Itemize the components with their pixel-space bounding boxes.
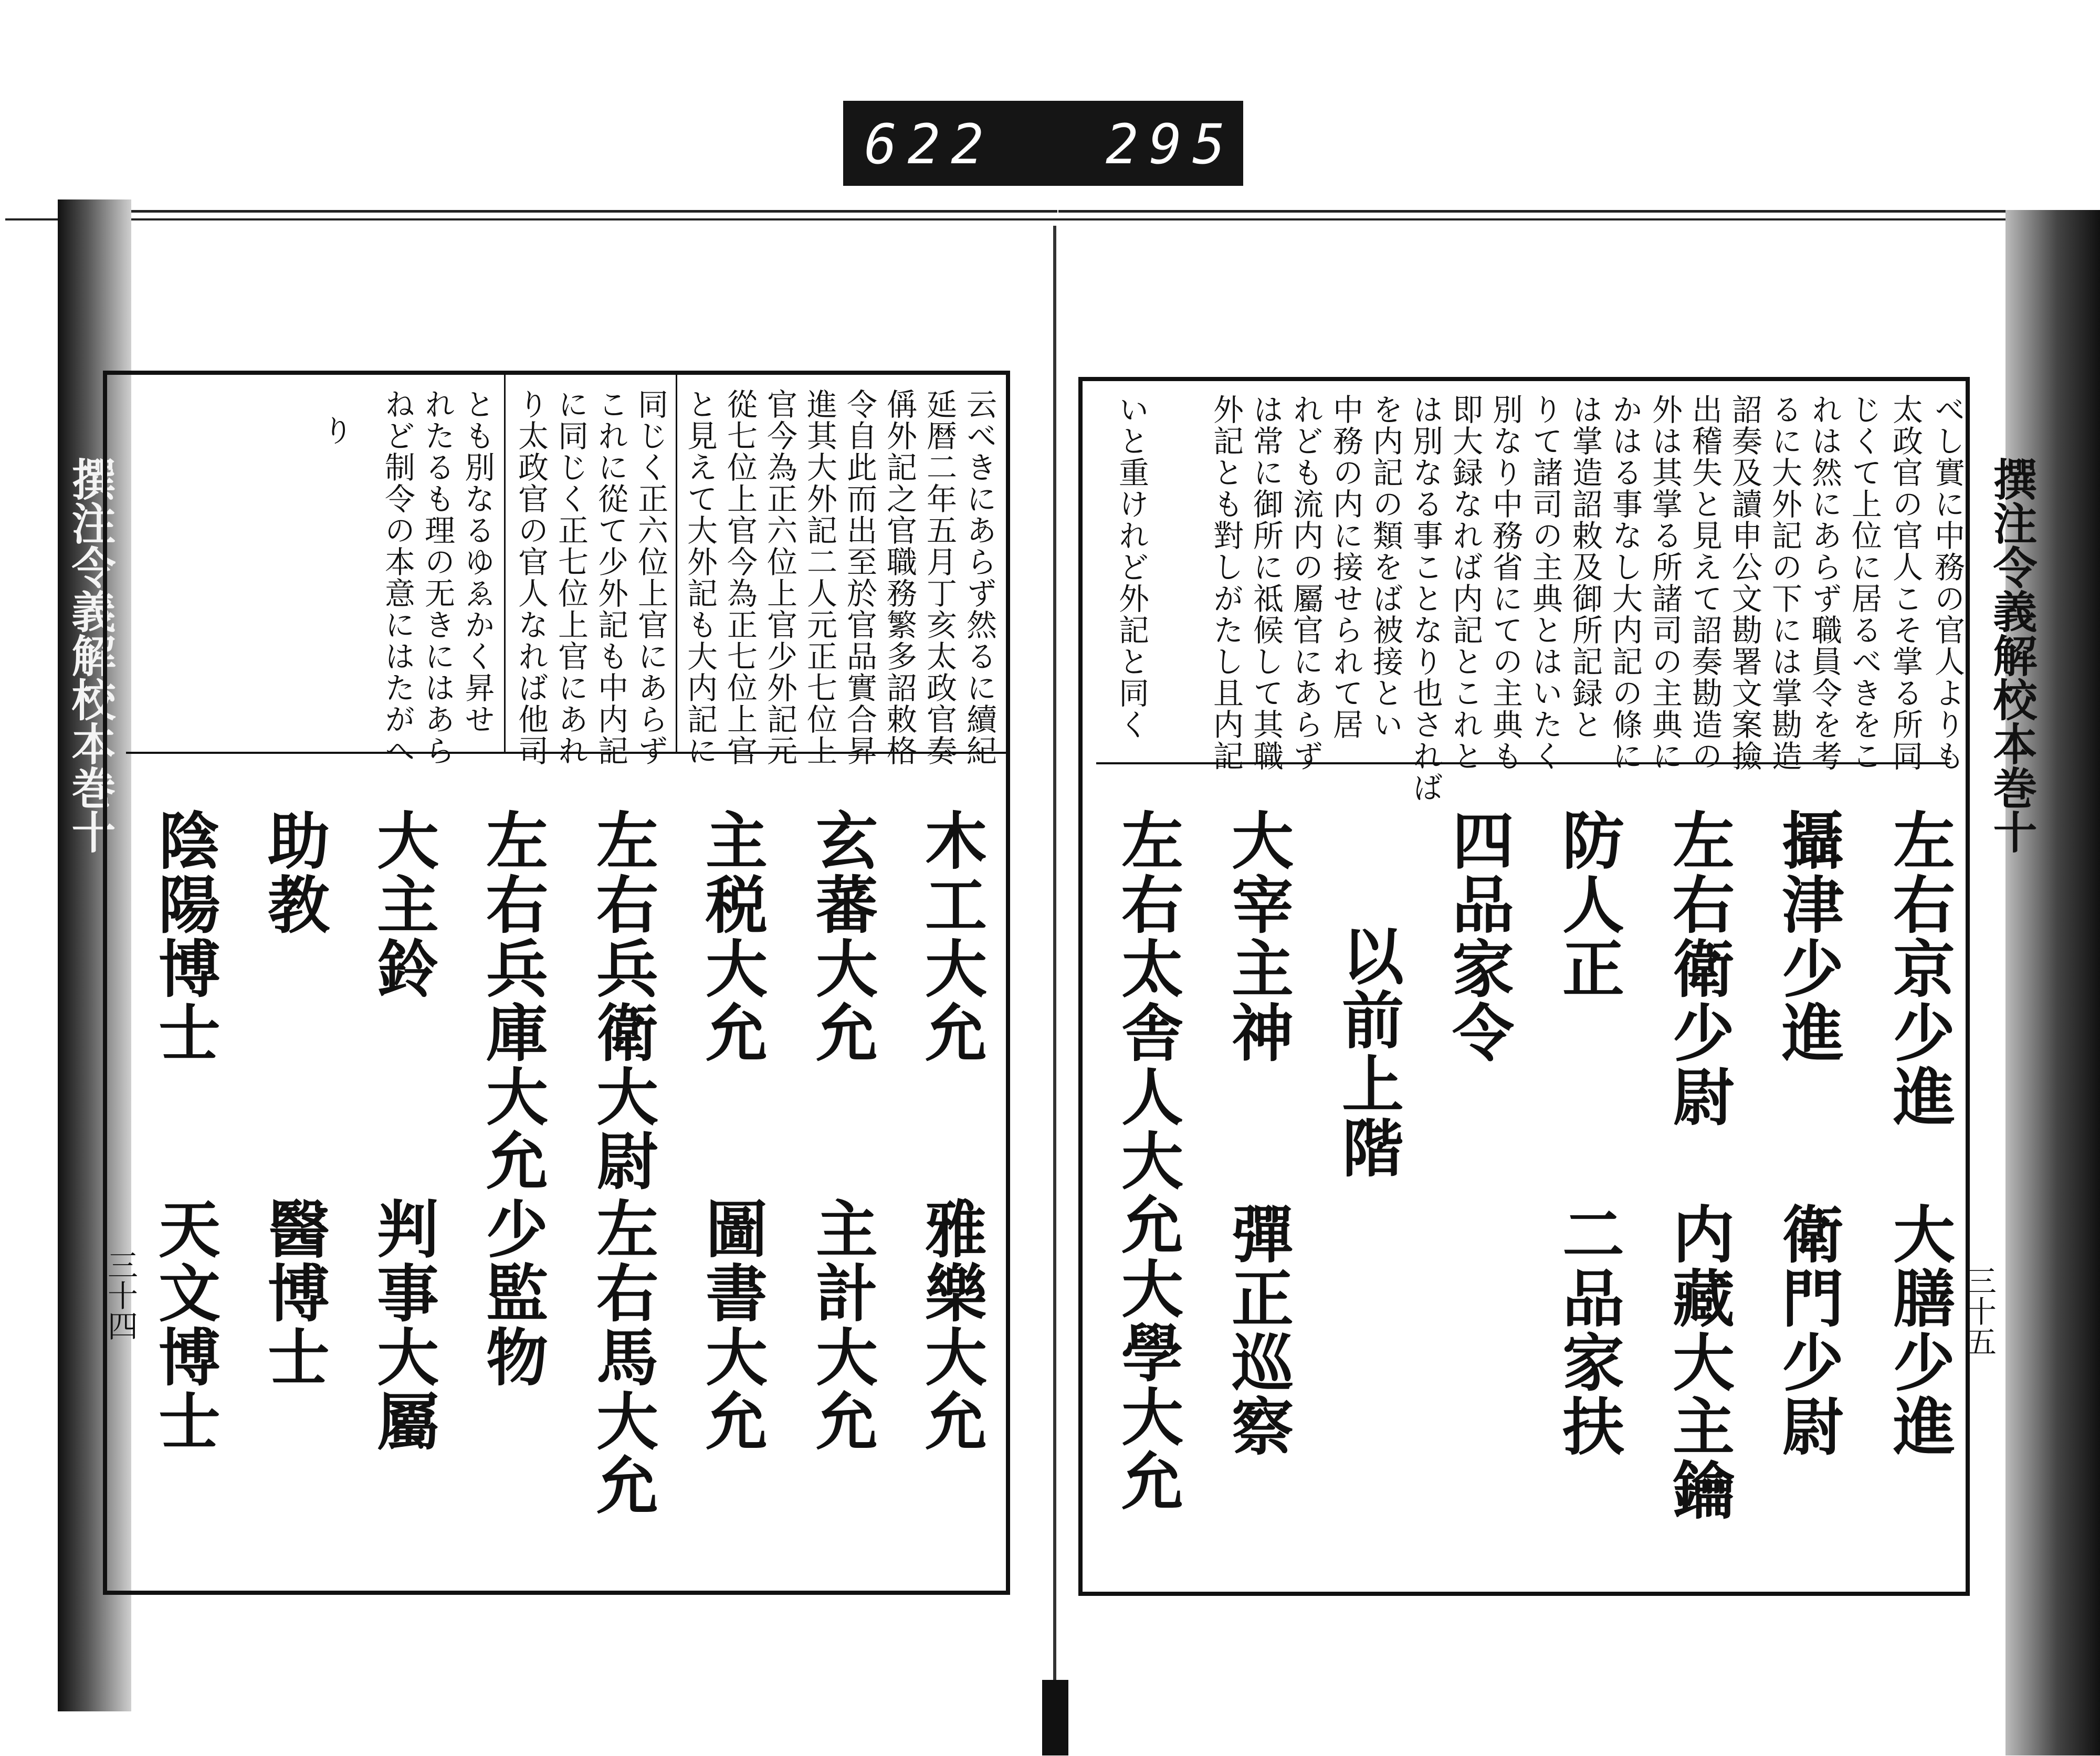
entry-bottom: 彈正巡察 <box>1221 1202 1294 1458</box>
note-column: れたるも理の无きにはあら <box>419 388 455 766</box>
entry-bottom: 醫博士 <box>257 1197 330 1389</box>
note-column: べし實に中務の官人よりも <box>1929 394 1965 772</box>
note-column: じくて上位に居るべきをこ <box>1846 394 1882 772</box>
entry-top: 左右衛少尉 <box>1662 808 1735 1129</box>
left-running-title: 撰注令義解校本巻十 <box>65 457 117 854</box>
note-column: り太政官の官人なれば他司 <box>513 388 549 766</box>
note-column: 從七位上官今為正七位上官 <box>722 388 758 766</box>
archive-label <box>843 101 1279 186</box>
note-column: 出稽失と見えて詔奏勘造の <box>1687 394 1723 772</box>
entry-top: 攝津少進 <box>1771 808 1844 1065</box>
right-running-title: 撰注令義解校本巻十 <box>1986 457 2038 854</box>
entry-top: 大宰主神 <box>1221 808 1294 1065</box>
entry-bottom: 判事大屬 <box>366 1197 439 1453</box>
note-column: 延暦二年五月丁亥太政官奏 <box>921 388 957 766</box>
note-column: は常に御所に祗候して其職 <box>1248 394 1284 772</box>
note-column: 即大録なれば内記とこれと <box>1447 394 1483 772</box>
note-column: と見えて大外記も大内記に <box>682 388 718 766</box>
right-book-edge <box>2006 210 2100 1755</box>
entry-top: 四品家令 <box>1442 808 1515 1065</box>
note-column: 進其大外記二人元正七位上 <box>802 388 837 766</box>
entry-top: 玄蕃大允 <box>805 808 878 1065</box>
left-page-number: 三十四 <box>102 1249 138 1341</box>
entry-top: 左右兵衛大尉 <box>586 808 659 1193</box>
entry-bottom: 少監物 <box>476 1197 549 1389</box>
entry-top: 大主鈴 <box>366 808 439 1001</box>
entry-bottom: 内藏大主鑰 <box>1662 1202 1735 1522</box>
note-column: 官今為正六位上官少外記元 <box>762 388 797 766</box>
entry-top: 木工大允 <box>915 808 988 1065</box>
note-column: ねど制令の本意にはたがへ <box>380 388 415 766</box>
left-divider-2 <box>504 375 506 752</box>
right-page-number: 三十五 <box>1961 1265 1997 1357</box>
entry-top: 主税大允 <box>695 808 768 1065</box>
note-column: るに大外記の下には掌勘造 <box>1767 394 1802 772</box>
top-rule <box>5 218 2095 220</box>
entry-bottom: 天文博士 <box>148 1197 221 1453</box>
entry-bottom: 衛門少尉 <box>1771 1202 1844 1458</box>
entry-top: 以前上階 <box>1331 924 1404 1180</box>
note-column: 外記とも對しがたし且内記 <box>1208 394 1244 772</box>
note-column: とも別なるゆゑかく昇せ <box>459 388 495 735</box>
note-column: 外は其掌る所諸司の主典に <box>1647 394 1683 772</box>
note-column: は別なる事ことなり也されば <box>1408 394 1443 803</box>
archive-number-1: 622 <box>864 112 994 176</box>
entry-top: 助教 <box>257 808 330 937</box>
note-column: を内記の類をば被接とい <box>1368 394 1403 740</box>
note-column: 偁外記之官職務繁多詔敕格 <box>881 388 917 766</box>
note-column: れは然にあらず職員令を考 <box>1807 394 1842 772</box>
entry-bottom: 大膳少進 <box>1883 1202 1956 1458</box>
archive-number-2: 295. <box>1106 112 1279 176</box>
note-column: 云べきにあらず然るに續紀 <box>961 388 997 766</box>
note-column: 中務の内に接せられて居 <box>1328 394 1363 740</box>
entry-top: 防人正 <box>1552 808 1625 1001</box>
entry-bottom: 左右馬大允 <box>586 1197 659 1517</box>
note-column: 詔奏及讀申公文勘署文案撿 <box>1727 394 1762 772</box>
entry-bottom: 主計大允 <box>805 1197 878 1453</box>
left-divider-1 <box>676 375 677 752</box>
entry-top: 左右太舎人大允大學大允 <box>1111 808 1184 1513</box>
note-column: これに從て少外記も中内記 <box>593 388 628 766</box>
entry-top: 左右兵庫大允 <box>476 808 549 1193</box>
note-column: 太政官の官人こそ掌る所同 <box>1887 394 1923 772</box>
spine-binding <box>1042 1680 1068 1755</box>
spine <box>1053 226 1056 1755</box>
note-column: り <box>318 415 353 446</box>
note-column: かはる事なし大内記の條に <box>1607 394 1643 772</box>
entry-bottom: 雅樂大允 <box>915 1197 988 1453</box>
note-column: れども流内の屬官にあらず <box>1288 394 1324 772</box>
entry-top: 左右京少進 <box>1883 808 1956 1129</box>
note-column: りて諸司の主典とはいたく <box>1527 394 1563 772</box>
entry-top: 陰陽博士 <box>148 808 221 1065</box>
note-column: 令自此而出至於官品實合昇 <box>842 388 877 766</box>
entry-bottom: 二品家扶 <box>1552 1202 1625 1458</box>
note-column: 同じく正六位上官にあらず <box>633 388 668 766</box>
entry-bottom: 圖書大允 <box>695 1197 768 1453</box>
note-column: いと重けれど外記と同く <box>1114 394 1149 740</box>
note-column: は掌造詔敕及御所記録と <box>1567 394 1603 740</box>
note-column: 別なり中務省にての主典も <box>1487 394 1523 772</box>
note-column: に同じく正七位上官にあれ <box>553 388 589 766</box>
